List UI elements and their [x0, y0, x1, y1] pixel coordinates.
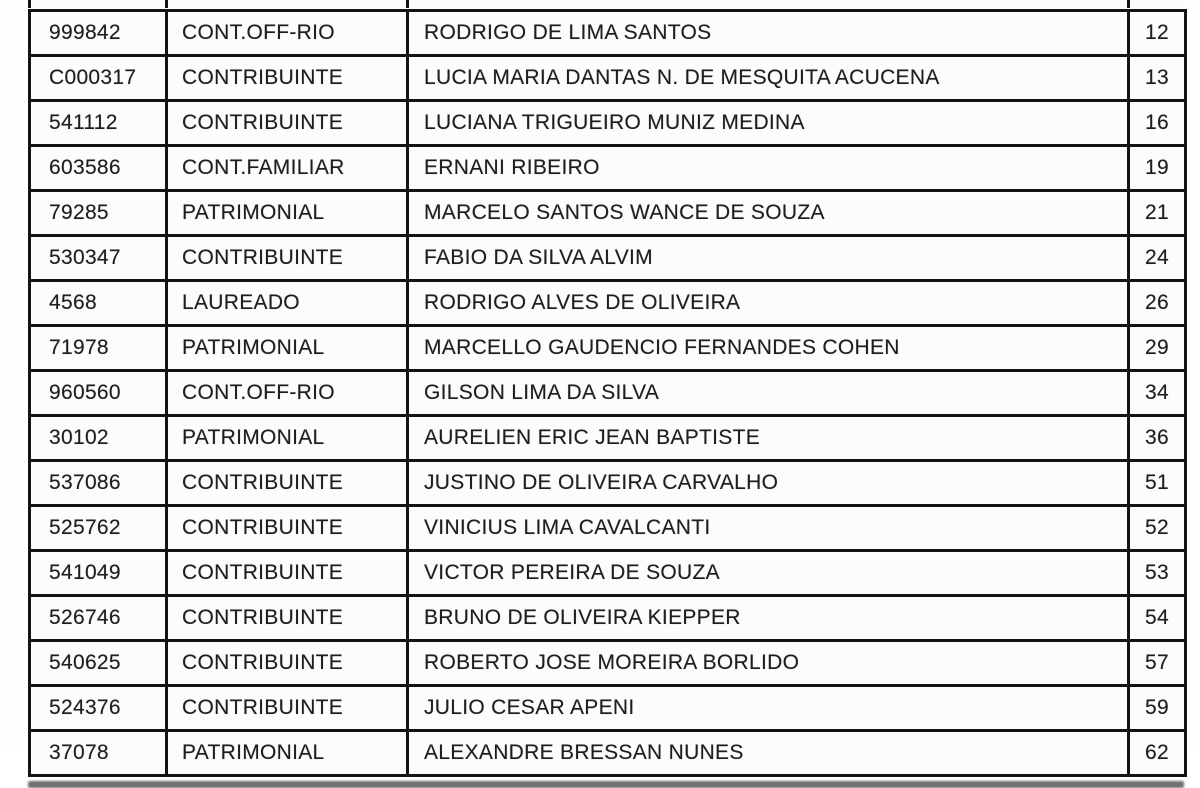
member-category-cell: CONTRIBUINTE [167, 236, 408, 281]
member-number-cell: 52 [1129, 506, 1186, 551]
member-name-cell: MARCELLO GAUDENCIO FERNANDES COHEN [408, 326, 1129, 371]
table-row [30, 281, 1186, 326]
member-number-cell: 59 [1129, 686, 1186, 731]
member-name-cell: MARCELO SANTOS WANCE DE SOUZA [408, 191, 1129, 236]
member-name-cell: VINICIUS LIMA CAVALCANTI [408, 506, 1129, 551]
member-id-cell: 526746 [30, 596, 167, 641]
member-name-cell: LUCIA MARIA DANTAS N. DE MESQUITA ACUCENA [408, 56, 1129, 101]
member-id-cell: 524376 [30, 686, 167, 731]
table-row [30, 56, 1186, 101]
member-category-cell: CONTRIBUINTE [167, 56, 408, 101]
member-id-cell: 540625 [30, 641, 167, 686]
member-id-cell: 30102 [30, 416, 167, 461]
member-name-cell: RODRIGO ALVES DE OLIVEIRA [408, 281, 1129, 326]
member-id-cell: 525762 [30, 506, 167, 551]
member-number-cell: 34 [1129, 371, 1186, 416]
member-id-cell: 71978 [30, 326, 167, 371]
member-category-cell: CONTRIBUINTE [167, 101, 408, 146]
member-number-cell: 62 [1129, 731, 1186, 776]
member-number-cell: 54 [1129, 596, 1186, 641]
member-number-cell [1129, 0, 1185, 8]
member-name-cell: ROBERTO JOSE MOREIRA BORLIDO [408, 641, 1129, 686]
member-category-cell [167, 0, 408, 8]
member-category-cell: CONT.FAMILIAR [167, 146, 408, 191]
member-category-cell: CONT.OFF-RIO [167, 11, 408, 56]
table-row [30, 506, 1186, 551]
table-row [30, 731, 1186, 776]
member-name-cell [408, 0, 1129, 8]
member-id-cell: 4568 [30, 281, 167, 326]
table-row [30, 11, 1186, 56]
member-category-cell: CONTRIBUINTE [167, 596, 408, 641]
member-number-cell: 19 [1129, 146, 1186, 191]
member-id-cell: 541049 [30, 551, 167, 596]
table-row [30, 0, 1185, 8]
member-name-cell: FABIO DA SILVA ALVIM [408, 236, 1129, 281]
member-table-body [30, 11, 1186, 776]
member-id-cell: 530347 [30, 236, 167, 281]
member-category-cell: CONTRIBUINTE [167, 551, 408, 596]
partial-row-table [28, 0, 1184, 8]
member-id-cell: 999842 [30, 11, 167, 56]
member-category-cell: PATRIMONIAL [167, 191, 408, 236]
table-row [30, 461, 1186, 506]
member-id-cell [30, 0, 167, 8]
member-name-cell: RODRIGO DE LIMA SANTOS [408, 11, 1129, 56]
member-number-cell: 51 [1129, 461, 1186, 506]
member-number-cell: 16 [1129, 101, 1186, 146]
member-id-cell: 79285 [30, 191, 167, 236]
table-row [30, 371, 1186, 416]
table-row [30, 191, 1186, 236]
member-number-cell: 26 [1129, 281, 1186, 326]
member-name-cell: ALEXANDRE BRESSAN NUNES [408, 731, 1129, 776]
member-category-cell: PATRIMONIAL [167, 326, 408, 371]
member-number-cell: 36 [1129, 416, 1186, 461]
member-name-cell: AURELIEN ERIC JEAN BAPTISTE [408, 416, 1129, 461]
member-name-cell: LUCIANA TRIGUEIRO MUNIZ MEDINA [408, 101, 1129, 146]
member-number-cell: 21 [1129, 191, 1186, 236]
member-name-cell: ERNANI RIBEIRO [408, 146, 1129, 191]
member-category-cell: CONT.OFF-RIO [167, 371, 408, 416]
member-number-cell: 29 [1129, 326, 1186, 371]
member-category-cell: PATRIMONIAL [167, 416, 408, 461]
member-name-cell: JULIO CESAR APENI [408, 686, 1129, 731]
table-row [30, 326, 1186, 371]
member-name-cell: VICTOR PEREIRA DE SOUZA [408, 551, 1129, 596]
table-row [30, 236, 1186, 281]
member-table [28, 9, 1187, 777]
member-number-cell: 53 [1129, 551, 1186, 596]
member-name-cell: GILSON LIMA DA SILVA [408, 371, 1129, 416]
member-category-cell: CONTRIBUINTE [167, 641, 408, 686]
member-name-cell: JUSTINO DE OLIVEIRA CARVALHO [408, 461, 1129, 506]
member-name-cell: BRUNO DE OLIVEIRA KIEPPER [408, 596, 1129, 641]
member-id-cell: 537086 [30, 461, 167, 506]
table-row [30, 146, 1186, 191]
table-row [30, 551, 1186, 596]
member-category-cell: CONTRIBUINTE [167, 506, 408, 551]
table-row [30, 641, 1186, 686]
member-number-cell: 12 [1129, 11, 1186, 56]
member-number-cell: 57 [1129, 641, 1186, 686]
table-row-partial-top [28, 0, 1184, 9]
table-row [30, 416, 1186, 461]
table-bottom-edge [28, 781, 1184, 788]
member-id-cell: C000317 [30, 56, 167, 101]
member-id-cell: 37078 [30, 731, 167, 776]
member-id-cell: 960560 [30, 371, 167, 416]
member-category-cell: LAUREADO [167, 281, 408, 326]
member-category-cell: PATRIMONIAL [167, 731, 408, 776]
table-row [30, 686, 1186, 731]
member-id-cell: 541112 [30, 101, 167, 146]
member-number-cell: 13 [1129, 56, 1186, 101]
member-category-cell: CONTRIBUINTE [167, 461, 408, 506]
member-number-cell: 24 [1129, 236, 1186, 281]
table-row [30, 101, 1186, 146]
member-id-cell: 603586 [30, 146, 167, 191]
table-row [30, 596, 1186, 641]
members-table [28, 0, 1184, 788]
member-category-cell: CONTRIBUINTE [167, 686, 408, 731]
